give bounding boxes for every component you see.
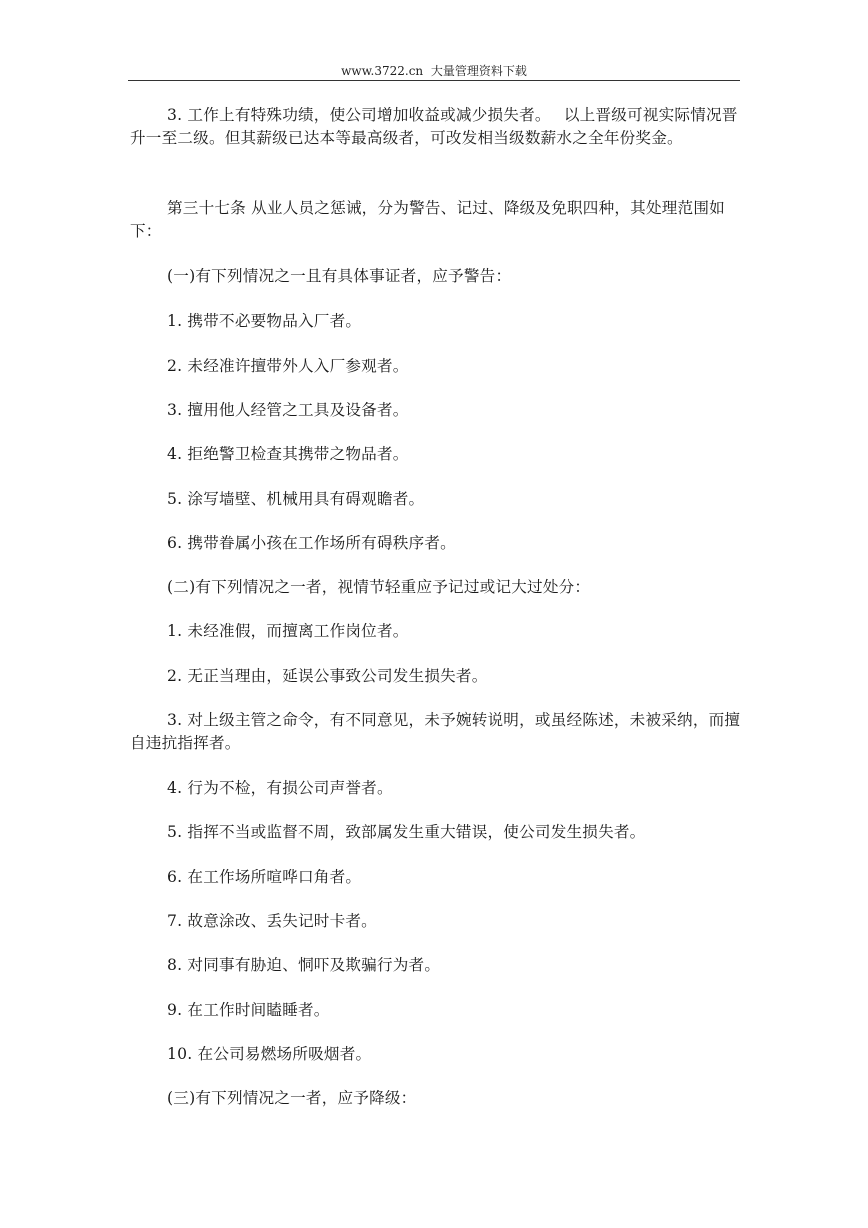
list-item: 10. 在公司易燃场所吸烟者。: [167, 1045, 372, 1063]
paragraph-promotion-note: 3. 工作上有特殊功绩，使公司增加收益或减少损失者。 以上晋级可视实际情况晋升一至二级。但其薪级已达本等最高级者，可改发相当级数薪水之全年份奖金。: [130, 106, 738, 147]
section-heading-demotion: (三)有下列情况之一者，应予降级：: [167, 1089, 417, 1107]
list-item: 5. 指挥不当或监督不周，致部属发生重大错误，使公司发生损失者。: [167, 823, 646, 841]
list-item: 4. 拒绝警卫检查其携带之物品者。: [167, 445, 409, 463]
list-item: 2. 未经准许擅带外人入厂参观者。: [167, 357, 409, 375]
list-item: 6. 在工作场所喧哗口角者。: [167, 868, 362, 886]
header-site: www.3722.cn: [341, 64, 424, 78]
list-item: 4. 行为不检，有损公司声誉者。: [167, 779, 393, 797]
list-item: 1. 未经准假，而擅离工作岗位者。: [167, 622, 409, 640]
list-item: 6. 携带眷属小孩在工作场所有碍秩序者。: [167, 534, 456, 552]
list-item: 8. 对同事有胁迫、恫吓及欺骗行为者。: [167, 956, 441, 974]
list-item: 5. 涂写墙壁、机械用具有碍观瞻者。: [167, 490, 425, 508]
list-item: 3. 擅用他人经管之工具及设备者。: [167, 401, 409, 419]
list-item: 7. 故意涂改、丢失记时卡者。: [167, 912, 377, 930]
section-heading-warning: (一)有下列情况之一且有具体事证者，应予警告：: [167, 267, 512, 285]
section-heading-demerit: (二)有下列情况之一者，视情节轻重应予记过或记大过处分：: [167, 578, 591, 596]
list-item: 1. 携带不必要物品入厂者。: [167, 312, 362, 330]
header-tagline: 大量管理资料下载: [430, 64, 527, 78]
paragraph-article-37: 第三十七条 从业人员之惩诫，分为警告、记过、降级及免职四种，其处理范围如下：: [130, 199, 725, 240]
list-item: 2. 无正当理由，延误公事致公司发生损失者。: [167, 667, 488, 685]
list-item: 9. 在工作时间瞌睡者。: [167, 1001, 330, 1019]
list-item: 3. 对上级主管之命令，有不同意见，未予婉转说明，或虽经陈述，未被采纳，而擅自违抗指挥者。: [130, 711, 741, 752]
